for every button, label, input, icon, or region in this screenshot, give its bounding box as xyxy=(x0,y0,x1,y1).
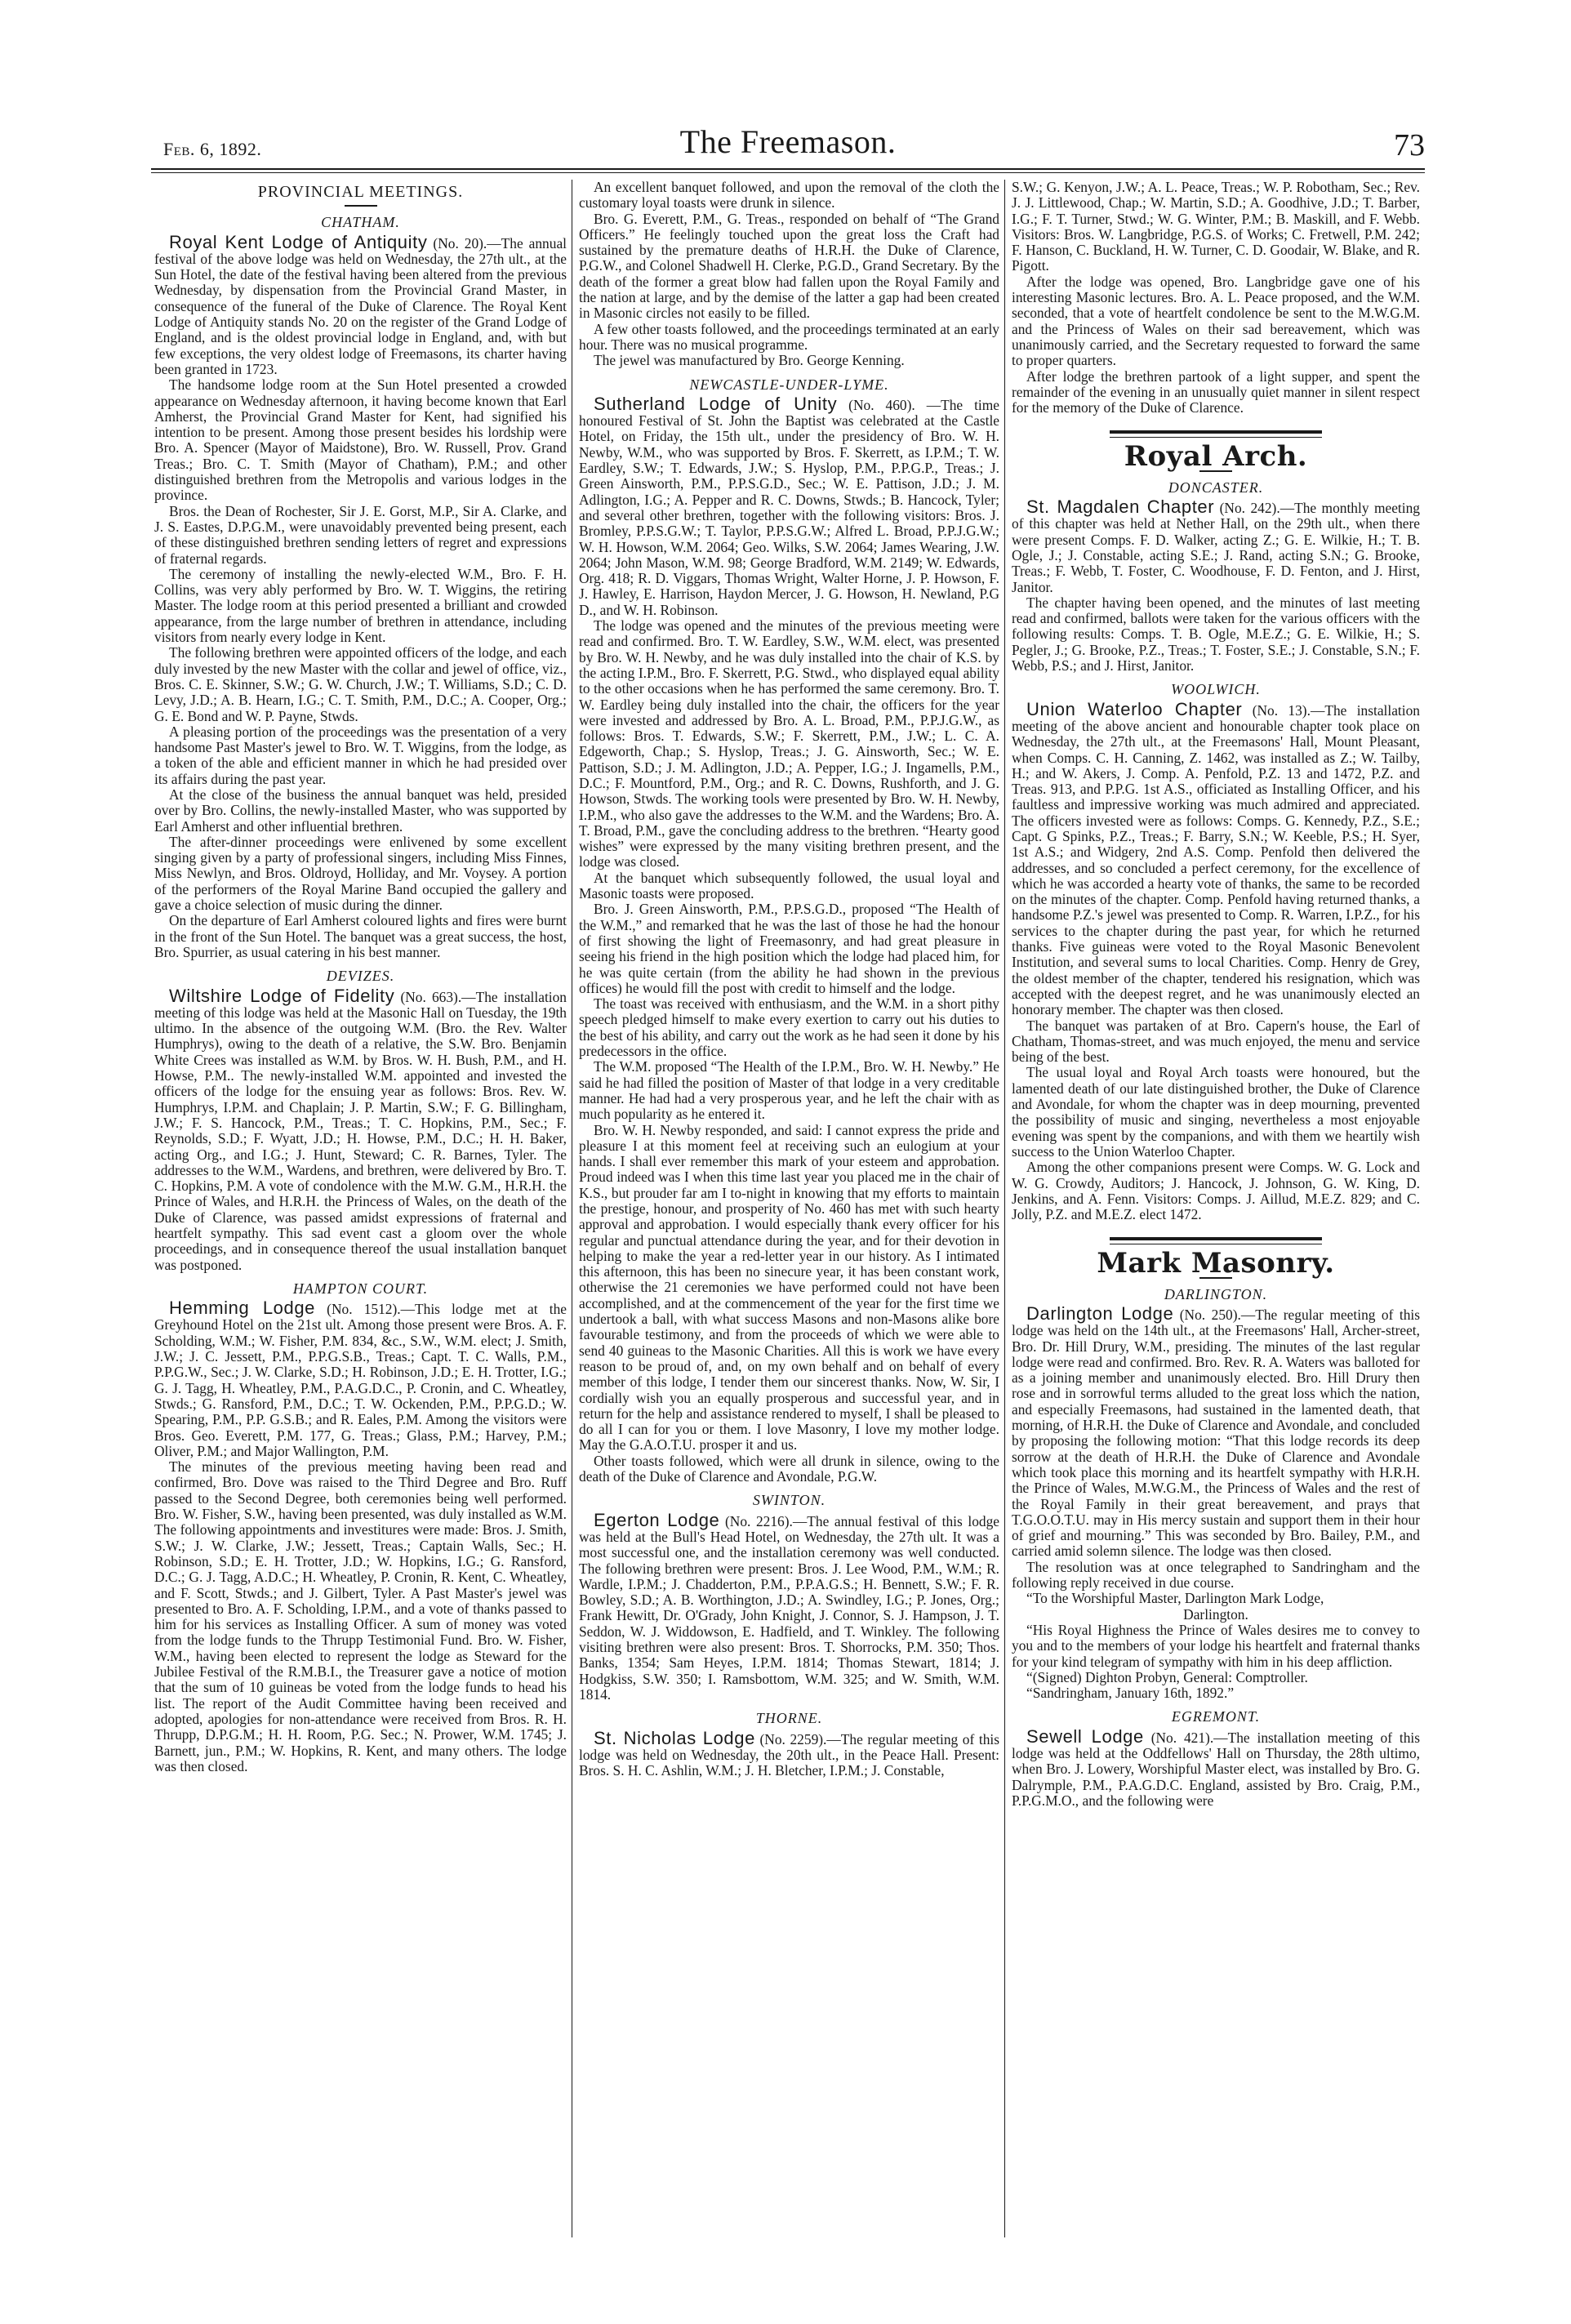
place-heading: DEVIZES. xyxy=(326,968,395,985)
report-lead: Hemming Lodge (No. 1512).—This lodge met at the Greyhound Hotel on the 21st ult. Among those present were Bros. A. F. Scholding, W.M.; W. Fisher, P.M. 834, &c., S.W., W.M. elect; J. Smith, J.W.; J. C. Jessett, P.M., P.P.G.S.B., Treas.; Capt. T. C. Walls, P.M., P.P.G.W., Sec.; J. W. Clarke, S.D.; H. Robinson, J.D.; E. H. Trotter, I.G.; G. J. Tagg, H. Wheatley, P.M., P.A.G.D.C., P. Cronin, and C. Wheatley, Stwds.; G. Ransford, P.M., D.C.; T. W. Ockenden, P.M., P.P.G.D.; W. Spearing, P.M., P.P. G.S.B.; and R. Eales, P.M. Among the visitors were Bros. Geo. Everett, P.M. 177, G. Treas.; Glass, P.M.; Harvey, P.M.; Oliver, P.M.; and Major Wallington, P.M. xyxy=(154,1298,567,1459)
telegram-body: “His Royal Highness the Prince of Wales desires me to convey to you and to the members of your lodge his heartfelt and fraternal thanks for your kind telegram of sympathy with him in his deep affliction. xyxy=(1012,1621,1420,1670)
place-heading: DARLINGTON. xyxy=(1164,1285,1268,1302)
paragraph: An excellent banquet followed, and upon the removal of the cloth the customary loyal toasts were drunk in silence. xyxy=(579,179,999,211)
report-lead: Sewell Lodge (No. 421).—The installation meeting of this lodge was held at the Oddfellows' Hall on Thursday, the 28th ultimo, when Bro. J. Lowery, Worshipful Master elect, was installed by Bro. G. Dalrymple, P.M., P.A.G.D.C. England, assisted by Bro. Craig, P.M., P.P.G.M.O., and the following were xyxy=(1012,1725,1421,1809)
paragraph: The banquet was partaken of at Bro. Capern's house, the Earl of Chatham, Thomas-street, and was much enjoyed, the menu and service being of the best. xyxy=(1012,1017,1420,1066)
report-lead: Darlington Lodge (No. 250).—The regular meeting of this lodge was held on the 14th ult., at the Freemasons' Hall, Archer-street, Bro. Dr. Hill Drury, W.M., presiding. The minutes of the last regular lodge were read and confirmed. Bro. Rev. R. A. Waters was balloted for as a joining member and unanimously elected. Bro. Hill Drury then rose and in sorrowful terms alluded to the great loss which the nation, and especially Freemasons, had sustained in the lamented death, that morning, of H.R.H. the Duke of Clarence and Avondale, and concluded by proposing the following motion: “That this lodge records its deep sorrow at the death of H.R.H. the Duke of Clarence and Avondale which took place this morning and its heartfelt sympathy with H.R.H. the Prince of Wales, M.W.G.M., the Princess of Wales and the rest of the Royal Family in their great bereavement, and prays that T.G.O.O.T.U. may in His mercy sustain and support them in their hour of grief and mourning.” This was seconded by Bro. Bailey, P.M., and carried amid solemn silence. The lodge was then closed. xyxy=(1012,1303,1420,1560)
paragraph: The handsome lodge room at the Sun Hotel presented a crowded appearance on Wednesday afternoon, it having become known that Earl Amherst, the Provincial Grand Master for Kent, had signified his intention to be present. Among those present besides his lordship were Bro. A. Spencer (Mayor of Maidstone), Bro. W. Russell, Prov. Grand Treas.; Bro. C. T. Smith (Mayor of Chatham), P.M.; and other distinguished brethren from the Metropolis and various lodges in the province. xyxy=(154,376,567,504)
column-left xyxy=(151,180,572,2237)
issue-date: Feb. 6, 1892. xyxy=(163,139,262,159)
paragraph: After the lodge was opened, Bro. Langbridge gave one of his interesting Masonic lectures. Bro. A. L. Peace proposed, and the W.M. seconded, that a vote of heartfelt condolence be sent to the M.W.G.M. and the Princess of Wales on their sad bereavement, which was unanimously carried, and the Secretary requested to forward the same to proper quarters. xyxy=(1012,273,1420,369)
masthead-rule xyxy=(151,168,1425,173)
paragraph: The minutes of the previous meeting having been read and confirmed, Bro. Dove was raised to the Third Degree and Bro. Ruff passed to the Second Degree, both ceremonies being well performed. Bro. W. Fisher, S.W., having been presented, was duly installed as W.M. The following appointments and investitures were made: Bros. J. Smith, S.W.; J. W. Clarke, J.W.; Jessett, Treas.; Captain Walls, Sec.; H. Robinson, S.D.; E. H. Trotter, J.D.; W. Hopkins, I.G.; G. Ransford, D.C.; G. J. Tagg, A.D.C.; H. Wheatley, P. Cronin, R. Kent, C. Wheatley, and F. Scott, Stwds.; and J. Gilbert, Tyler. A Past Master's jewel was presented to Bro. A. F. Scholding, I.P.M., and a vote of thanks passed to him for his services as Installing Officer. A sum of money was voted from the lodge funds to the Thrupp Testimonial Fund. Bro. W. Fisher, W.M., having been elected to represent the lodge as Steward for the Jubilee Festival of the R.M.B.I., the Treasurer gave a notice of motion that the sum of 10 guineas be voted from the lodge funds to head his list. The report of the Audit Committee having been received and adopted, apologies for non-attendance were received from Bros. R. H. Thrupp, D.P.G.M.; H. H. Room, P.G. Sec.; N. Prower, W.M. 1745; J. Barnett, jun., P.M.; W. Hopkins, R. Kent, and many others. The lodge was then closed. xyxy=(154,1458,567,1774)
paragraph: The chapter having been opened, and the minutes of last meeting read and confirmed, ballots were taken for the various officers with the following results: Comps. T. B. Ogle, M.E.Z.; G. E. Wilkie, H.; S. Pegler, J.; G. Brooke, P.Z., Treas.; T. Foster, S.E.; J. Constable, S.N.; F. Webb, P.S.; and J. Hirst, Janitor. xyxy=(1012,594,1420,674)
telegram-address: “To the Worshipful Master, Darlington Mark Lodge, xyxy=(1026,1590,1324,1607)
paragraph: The toast was received with enthusiasm, and the W.M. in a short pithy speech pledged himself to make every exertion to carry out his duties to the best of his ability, and carry out the work as he had seen it done by his predecessors in the office. xyxy=(579,995,999,1060)
paragraph: The lodge was opened and the minutes of the previous meeting were read and confirmed. Bro. T. W. Eardley, S.W., W.M. elect, was presented by Bro. W. H. Newby, and he was duly installed into the chair of K.S. by the acting I.P.M., Bro. F. Skerrett, P.G. Stwd., who displayed equal ability to the other occasions when he has performed the same ceremony. Bro. T. W. Eardley being duly installed into the chair, the officers for the year were invested and addressed by Bro. A. L. Broad, P.M., P.P.J.G.W., as follows: Bros. T. Edwards, S.W.; F. Skerrett, P.M., J.W.; L. C. A. Edgeworth, Chap.; S. Hyslop, Treas.; J. G. Ainsworth, Sec.; W. E. Pattison, S.D.; J. M. Adlington, J.D.; A. Pepper, I.G.; J. Ingamells, P.M., D.C.; F. Mountford, P.M., Org.; and R. C. Downs, Rushforth, and J. G. Howson, Stwds. The working tools were presented by Bro. W. H. Newby, I.P.M., who also gave the addresses to the W.M. and the Wardens; Bro. A. T. Broad, P.M., gave the concluding address to the brethren. “Hearty good wishes” were expressed by the many visiting brethren present, and the lodge was closed. xyxy=(579,617,999,870)
report-lead: Royal Kent Lodge of Antiquity (No. 20).—The annual festival of the above lodge was held on Wednesday, the 27th ult., at the Sun Hotel, the date of the festival having been altered from the previous Wednesday, by dispensation from the Provincial Grand Master, in consequence of the funeral of the Duke of Clarence. The Royal Kent Lodge of Antiquity stands No. 20 on the register of the Grand Lodge of England, and is the oldest provincial lodge in England, and, with but few exceptions, the very oldest lodge of Freemasons, its charter having been granted in 1723. xyxy=(154,231,567,377)
place-heading: THORNE. xyxy=(755,1710,823,1727)
paragraph: At the close of the business the annual banquet was held, presided over by Bro. Collins, the newly-installed Master, who was supported by Earl Amherst and other influential brethren. xyxy=(154,786,567,835)
telegram-signature: “(Signed) Dighton Probyn, General: Comptroller. xyxy=(1026,1668,1308,1685)
place-heading: DONCASTER. xyxy=(1168,479,1264,496)
telegram-address-city: Darlington. xyxy=(1183,1605,1248,1623)
paragraph: The W.M. proposed “The Health of the I.P.M., Bro. W. H. Newby.” He said he had filled the position of Master of that lodge in a very creditable manner. He had had a very prosperous year, and he left the chair with as much popularity as he entered it. xyxy=(579,1058,999,1123)
paragraph: After lodge the brethren partook of a light supper, and spent the remainder of the evening in an unusually quiet manner in silent respect for the memory of the Duke of Clarence. xyxy=(1012,367,1420,416)
paragraph: At the banquet which subsequently followed, the usual loyal and Masonic toasts were proposed. xyxy=(579,869,999,902)
report-lead: Wiltshire Lodge of Fidelity (No. 663).—The installation meeting of this lodge was held at the Masonic Hall on Tuesday, the 19th ultimo. In the absence of the outgoing W.M. (Bro. the Rev. Walter Humphrys), owing to the death of a relative, the S.W. Bro. Benjamin White Crees was installed as W.M. by Bros. W. H. Bush, P.M., and H. Howse, P.M.. The newly-installed W.M. appointed and invested the officers of the lodge for the ensuing year as follows: Bros. Rev. W. Humphrys, I.P.M. and Chaplain; J. P. Martin, S.W.; F. G. Billingham, J.W.; F. S. Hancock, P.M., Treas.; T. C. Hopkins, P.M., Sec.; F. Reynolds, S.D.; F. Wyatt, J.D.; H. Howse, P.M., D.C.; H. H. Baker, acting Org., and I.G.; J. Hunt, Steward; C. R. Barnes, Tyler. The addresses to the W.M., Wardens, and brethren, were delivered by Bro. T. C. Hopkins, P.M. A vote of condolence with the M.W. G.M., H.R.H. the Prince of Wales, and H.R.H. the Princess of Wales, on the death of the Duke of Clarence, was passed amidst expressions of fraternal and heartfelt sympathy. This sad event cast a gloom over the whole proceedings, and in consequence thereof the usual installation banquet was postponed. xyxy=(154,985,567,1273)
paragraph: The jewel was manufactured by Bro. George Kenning. xyxy=(594,352,905,369)
section-heading-royal-arch: Royal Arch. xyxy=(1124,440,1308,474)
page-number: 73 xyxy=(1394,128,1425,163)
paragraph: Bro. W. H. Newby responded, and said: I cannot express the pride and pleasure I at this moment feel at receiving such an eulogium at your hands. I shall ever remember this mark of your esteem and approbation. Proud indeed was I when this time last year you placed me in the chair of K.S., but prouder far am I to-night in knowing that my efforts to maintain the prestige, honour, and prosperity of No. 460 has met with such hearty approval and approbation. I would especially thank every officer for his regular and punctual attendance during the year, and for their devotion in helping to make the year a red-letter year in our history. As I intimated this afternoon, this has been no sinecure year, it has been constant work, otherwise the 21 ceremonies we have performed could not have been accomplished, and at the commencement of the year for the first time we undertook a ball, with what success Masons and non-Masons alike bore favourable testimony, and from the proceeds of which we were able to send 40 guineas to the Masonic Charities. All this is work we have every reason to be proud of, and, on my own behalf and on behalf of every member of this lodge, I tender them our sincerest thanks. Now, W. Sir, I cordially wish you an equally prosperous and successful year, and in return for the help and assistance rendered to myself, I shall be pleased to do all I can for you or them. I love Masonry, I love my mother lodge. May the G.A.O.T.U. prosper it and us. xyxy=(579,1121,999,1454)
paragraph: The following brethren were appointed officers of the lodge, and each duly invested by the new Master with the collar and jewel of office, viz., Bros. C. E. Skinner, S.W.; G. W. Church, J.W.; T. Williams, S.D.; C. D. Levy, J.D.; A. B. Hearn, I.G.; C. T. Smith, P.M., D.C.; A. Cooper, Org.; G. E. Bond and W. P. Payne, Stwds. xyxy=(154,644,567,724)
report-lead: St. Magdalen Chapter (No. 242).—The monthly meeting of this chapter was held at Nether Hall, on the 29th ult., when there were present Comps. F. D. Walker, acting Z.; G. E. Wilkie, H.; T. B. Ogle, J.; J. Constable, acting S.E.; J. Rand, acting S.N.; G. Brooke, Treas.; F. Webb, T. Foster, C. Woodhouse, F. D. Fenton, and J. Hirst, Janitor. xyxy=(1012,496,1420,595)
chapter-name: St. Magdalen Chapter xyxy=(1026,496,1215,518)
section-heading-provincial-meetings: PROVINCIAL MEETINGS. xyxy=(257,183,464,201)
masthead xyxy=(151,122,1425,163)
divider xyxy=(345,205,377,207)
telegram-dateline: “Sandringham, January 16th, 1892.” xyxy=(1026,1685,1235,1702)
lodge-name: St. Nicholas Lodge xyxy=(594,1727,755,1748)
place-heading: SWINTON. xyxy=(752,1492,826,1509)
paragraph: S.W.; G. Kenyon, J.W.; A. L. Peace, Treas.; W. P. Robotham, Sec.; Rev. J. J. Littlewood, Chap.; W. Martin, S.D.; A. Goodhive, J.D.; T. Barber, I.G.; F. T. Turner, Stwd.; W. G. Winter, P.M.; B. Maskill, and F. Webb. Visitors: Bros. W. Langbridge, P.G.S. of Works; C. Fretwell, P.M. 242; F. Hanson, C. Buckland, H. W. Turner, C. D. Goodair, W. Blake, and R. Pigott. xyxy=(1012,179,1420,274)
lodge-name: Egerton Lodge xyxy=(594,1509,720,1530)
lodge-name: Royal Kent Lodge of Antiquity xyxy=(169,231,428,252)
paragraph: The usual loyal and Royal Arch toasts were honoured, but the lamented death of our late distinguished brother, the Duke of Clarence and Avondale, for whom the chapter was in deep mourning, prevented the possibility of music and singing, nevertheless a most enjoyable evening was spent by the companions, and with them we heartily wish success to the Union Waterloo Chapter. xyxy=(1012,1064,1420,1160)
paragraph: Other toasts followed, which were all drunk in silence, owing to the death of the Duke of Clarence and Avondale, P.G.W. xyxy=(579,1452,999,1485)
place-heading: NEWCASTLE-UNDER-LYME. xyxy=(689,376,889,393)
place-heading: EGREMONT. xyxy=(1171,1708,1261,1725)
place-heading: CHATHAM. xyxy=(321,214,400,231)
lodge-name: Wiltshire Lodge of Fidelity xyxy=(169,985,395,1006)
paragraph: The resolution was at once telegraphed to Sandringham and the following reply received in due course. xyxy=(1012,1558,1420,1592)
report-lead: Sutherland Lodge of Unity (No. 460). —The time honoured Festival of St. John the Baptist was celebrated at the Castle Hotel, on Friday, the 15th ult., under the presidency of Bro. W. H. Newby, W.M., who was supported by Bros. F. Skerrett, as I.P.M.; T. W. Eardley, S.W.; T. Edwards, J.W.; S. Hyslop, P.M., P.P.G.P., Treas.; J. Green Ainsworth, P.M., P.P.S.G.D., Sec.; W. E. Pattison, J.D.; J. M. Adlington, I.G.; A. Pepper and R. C. Downs, Stwds.; B. Hancock, Tyler; and several other brethren, together with the following visitors: Bros. J. Bromley, P.P.S.G.W.; T. Taylor, P.P.S.G.W.; Alfred L. Broad, P.P.J.G.W.; W. H. Howson, W.M. 2064; Geo. Wilks, S.W. 2064; James Wearing, J.W. 2064; John Mason, W.M. 98; George Bradford, W.M. 2149; W. Edwards, Org. 418; R. D. Viggars, Thomas Wright, Walter Horne, J. P. Howson, F. J. Hawley, E. Harrison, Haydon Mercer, J. G. Howson, H. Newland, P.G D., and W. H. Robinson. xyxy=(579,393,999,618)
newspaper-page xyxy=(151,122,1425,2237)
place-heading: WOOLWICH. xyxy=(1171,681,1261,698)
column-right xyxy=(1004,180,1425,2237)
paragraph: On the departure of Earl Amherst coloured lights and fires were burnt in the front of the Sun Hotel. The banquet was a great success, the host, Bro. Spurrier, as usual catering in his best manner. xyxy=(154,912,567,960)
paragraph: A pleasing portion of the proceedings was the presentation of a very handsome Past Master's jewel to Bro. W. T. Wiggins, from the lodge, as a token of the able and efficient manner in which he had presided over its affairs during the past year. xyxy=(154,723,567,787)
paragraph: Bros. the Dean of Rochester, Sir J. E. Gorst, M.P., Sir A. Clarke, and J. S. Eastes, D.P.G.M., were unavoidably prevented being present, each of these distinguished brethren sending letters of regret and expressions of fraternal regards. xyxy=(154,502,567,567)
paragraph: The ceremony of installing the newly-elected W.M., Bro. F. H. Collins, was very ably performed by Bro. W. T. Wiggins, the retiring Master. The lodge room at this period presented a brilliant and crowded appearance, from the large number of brethren in attendance, including visitors from nearly every lodge in Kent. xyxy=(154,565,567,646)
lodge-name: Darlington Lodge xyxy=(1026,1303,1174,1324)
article-columns xyxy=(151,180,1425,2237)
paragraph: Bro. J. Green Ainsworth, P.M., P.P.S.G.D., proposed “The Health of the W.M.,” and remarked that he was the last of those he had the honour of first showing the light of Freemasonry, and had great pleasure in seeing his friend in the high position which the lodge had placed him, for he was quite certain (from the ability he had shown in the previous offices) he would fill the post with credit to himself and the lodge. xyxy=(579,901,999,996)
lodge-name: Sutherland Lodge of Unity xyxy=(594,393,838,414)
report-lead: St. Nicholas Lodge (No. 2259).—The regular meeting of this lodge was held on Wednesday, the 20th ult., in the Peace Hall. Present: Bros. S. H. C. Ashlin, W.M.; J. H. Bletcher, I.P.M.; J. Constable, xyxy=(579,1727,999,1779)
section-divider xyxy=(1110,1237,1322,1244)
column-middle xyxy=(572,180,1004,2237)
section-heading-mark-masonry: Mark Masonry. xyxy=(1097,1247,1335,1280)
report-lead: Egerton Lodge (No. 2216).—The annual festival of this lodge was held at the Bull's Head Hotel, on Wednesday, the 27th ult. It was a most successful one, and the installation ceremony was well conducted. The following brethren were present: Bros. J. Lee Wood, P.M., W.M.; R. Wardle, I.P.M.; J. Chadderton, P.M., P.P.A.G.S.; H. Bennett, S.W.; F. R. Bowley, S.D.; A. B. Worthington, J.D.; A. Swindley, I.G.; P. Jones, Org.; Frank Hewitt, Dr. O'Grady, John Knight, J. Connor, S. J. Hampson, J. T. Seddon, W. J. Widdowson, E. Hadfield, and T. Winkley. The following visiting brethren were also present: Bros. T. Shorrocks, P.M. 350; Thos. Banks, 1354; Sam Heyes, I.P.M. 1814; Thomas Stewart, 1814; J. Hodgkiss, S.W. 350; I. Ramsbottom, W.M. 325; and W. Smith, W.M. 1814. xyxy=(579,1509,999,1703)
place-heading: HAMPTON COURT. xyxy=(292,1280,429,1297)
section-divider xyxy=(1110,430,1322,438)
paragraph: A few other toasts followed, and the proceedings terminated at an early hour. There was no musical programme. xyxy=(579,320,999,353)
paragraph: Bro. G. Everett, P.M., G. Treas., responded on behalf of “The Grand Officers.” He feelingly touched upon the great loss the Craft had sustained by the premature deaths of H.R.H. the Duke of Clarence, P.G.W., and Colonel Shadwell H. Clerke, P.G.D., Grand Secretary. By the death of the former a great blow had fallen upon the Royal Family and the nation at large, and by the demise of the latter a gap had been created in Masonic circles not easily to be filled. xyxy=(579,210,999,322)
report-lead: Union Waterloo Chapter (No. 13).—The installation meeting of the above ancient and honourable chapter took place on Wednesday, the 27th ult., at the Freemasons' Hall, Mount Pleasant, when Comps. C. H. Canning, Z. 1462, was installed as Z.; W. Tailby, H.; and W. Akers, J. Comp. A. Penfold, P.Z. 13 and 1472, P.Z. and Treas. 913, and P.P.G. 1st A.S., officiated as Installing Officer, and his faultless and impressive working was much admired and appreciated. The officers invested were as follows: Comps. G. Kennedy, P.Z., S.E.; Capt. G Spinks, P.Z., Treas.; F. Barry, S.N.; W. Keeble, P.S.; H. Syer, 1st A.S.; and Widgery, 2nd A.S. Comp. Penfold then delivered the addresses, and so concluded a perfect ceremony, for the excellence of which he was accorded a hearty vote of thanks, the same to be recorded on the minutes of the chapter. Comp. Penfold having returned thanks, a handsome P.Z.'s jewel was presented to Comp. R. Warren, I.P.Z., for his services to the chapter during the past year, for which he returned thanks. Five guineas were voted to the Royal Masonic Benevolent Institution, and several sums to local Charities. Comp. Henry de Grey, the oldest member of the chapter, tendered his resignation, which was accepted with the deepest regret, and he was unanimously elected an honorary member. The chapter was then closed. xyxy=(1012,698,1420,1018)
lodge-name: Hemming Lodge xyxy=(169,1298,316,1319)
publication-title: The Freemason. xyxy=(679,123,897,160)
paragraph: The after-dinner proceedings were enlivened by some excellent singing given by a party of professional singers, including Miss Finnes, Miss Newlyn, and Bros. Oldroyd, Holliday, and Mr. Voysey. A portion of the performers of the Royal Marine Band occupied the gallery and gave a choice selection of music during the dinner. xyxy=(154,833,567,914)
lodge-name: Sewell Lodge xyxy=(1026,1725,1144,1747)
paragraph: Among the other companions present were Comps. W. G. Lock and W. G. Crowdy, Auditors; J. Hancock, J. Johnson, G. W. King, D. Jenkins, and A. Fenn. Visitors: Comps. J. Aillud, M.E.Z. 829; and C. Jolly, P.Z. and M.E.Z. elect 1472. xyxy=(1012,1159,1420,1223)
chapter-name: Union Waterloo Chapter xyxy=(1026,698,1243,719)
